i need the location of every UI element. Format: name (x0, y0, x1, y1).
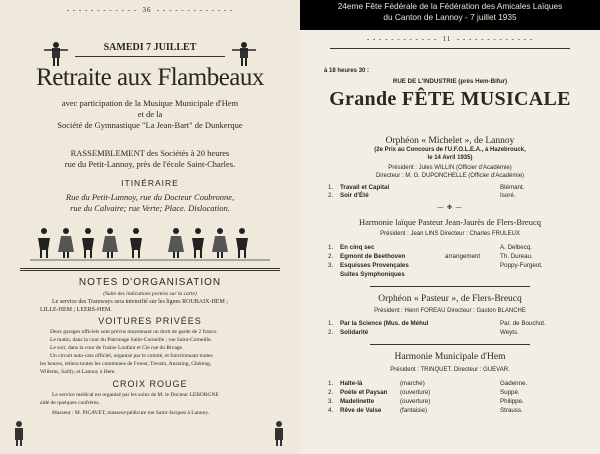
group-1-prize: (2e Prix au Concours de l'U.F.O.L.E.A., à Hazebrouck, (374, 147, 526, 153)
program-title: Egmont de Beethoven (340, 253, 406, 260)
event-title: Retraite aux Flambeaux (36, 64, 264, 91)
cars-line-2: Le matin, dans la cour du Patronage Saint-Corneille ; rue Saint-Corneille. (50, 337, 212, 343)
program-title: Soir d'Été (340, 192, 369, 199)
program-title: Par la Science (Mus. de Méhul (340, 320, 429, 327)
program-number: 1. (328, 380, 334, 387)
program-note: (fantaisie) (400, 407, 428, 414)
event-date: SAMEDI 7 JUILLET (103, 42, 197, 53)
program-number: 1. (328, 320, 334, 327)
concert-title: Grande FÊTE MUSICALE (329, 88, 571, 110)
left-page-number: - - - - - - - - - - - - 36 - - - - - - - - - - - - - (66, 6, 234, 14)
program-note: arrangement (445, 253, 481, 260)
subtitle-line-1: avec participation de la Musique Municipale d'Hem (61, 98, 239, 108)
cars-line-1: Deux garages officiels sont prévus moyennant un droit de garde de 2 francs. (50, 329, 218, 335)
program-title: Madelinette (340, 398, 375, 405)
program-title: Travail et Capital (340, 184, 390, 191)
program-composer: Weyts. (500, 329, 519, 336)
group-1-name: Orphéon « Michelet », de Lannoy (385, 136, 515, 146)
cars-line-5: les heures, reliera toutes les communes de Forest, Tressin, Anstaing, Chéreng, (40, 361, 212, 367)
group-2-staff: Président : Jean LINS Directeur : Charles FRULEUX (380, 231, 520, 237)
cars-line-3: Le soir, dans la cour de l'usine Loufant et Cie rue du Rivage. (50, 345, 184, 351)
program-title: Esquisses Provençales (340, 262, 409, 269)
group-4-name: Harmonie Municipale d'Hem (394, 352, 506, 362)
itinerary-heading: ITINÉRAIRE (121, 178, 179, 188)
program-number: 2. (328, 192, 334, 199)
program-composer: Philippe. (500, 398, 524, 405)
program-composer: Gadenne. (500, 380, 528, 387)
notes-line-1: Le service des Tramways sera intensifié sur les lignes ROUBAIX-HEM ; (52, 299, 228, 305)
cars-line-4: Un circuit auto-cars officiel, organisé par le comité, et fonctionnant toutes (50, 353, 213, 359)
program-number: 1. (328, 244, 334, 251)
program-title: Halte-là (340, 380, 363, 387)
red-cross-heading: CROIX ROUGE (112, 379, 188, 389)
caption-line-2: du Canton de Lannoy - 7 juillet 1935 (383, 12, 517, 22)
program-composer: Th. Dureau. (500, 253, 533, 260)
group-2-name: Harmonie laïque Pasteur Jean-Jaurès de Flers-Breucq (359, 217, 541, 227)
program-composer: Poppy-Furgeot. (500, 262, 543, 269)
gathering-line-1: RASSEMBLEMENT des Sociétés à 20 heures (70, 148, 230, 158)
program-title: Poète et Paysan (340, 389, 388, 396)
program-number: 4. (328, 407, 334, 414)
right-page (300, 0, 600, 454)
caption-banner (300, 0, 600, 30)
group-1-prize-date: le 14 Avril 1935) (427, 155, 473, 161)
notes-heading: NOTES D'ORGANISATION (78, 277, 222, 288)
red-cross-line-3: Masseur : M. PICAVET, masseur-pédicure rue Saint-Jacques à Lannoy. (52, 410, 210, 416)
right-page-number: - - - - - - - - - - - - 11 - - - - - - - - - - - - - (366, 35, 534, 43)
notes-line-2: LILLE-HEM ; LEERS-HEM. (40, 307, 112, 313)
program-title: Rêve de Valse (340, 407, 382, 414)
private-cars-heading: VOITURES PRIVÉES (98, 316, 202, 326)
group-3-name: Orphéon « Pasteur », de Flers-Breucq (378, 294, 522, 304)
program-composer: Par. de Bouchot. (500, 320, 546, 327)
start-time: à 18 heures 30 : (324, 68, 370, 74)
program-title: Suites Symphoniques (340, 271, 405, 278)
program-number: 2. (328, 329, 334, 336)
program-note: (ouverture) (400, 398, 431, 405)
itinerary-line-2: rue du Calvaire; rue Verte; Place. Dislocation. (70, 203, 230, 213)
caption-line-1: 24eme Fête Fédérale de la Fédération des Amicales Laïques (337, 1, 563, 11)
itinerary-line-1: Rue du Petit-Lannoy, rue du Docteur Coubronne, (65, 192, 235, 202)
subtitle-line-3: Société de Gymnastique "La Jean-Bart" de Dunkerque (57, 120, 243, 130)
group-1-president: Président : Jules WILLIN (Officier d'Académie) (388, 165, 512, 171)
program-composer: Blémant. (500, 184, 525, 191)
program-number: 3. (328, 398, 334, 405)
cars-line-6: Willems, Sailly, et Lannoy à Hem. (40, 369, 116, 375)
program-number: 1. (328, 184, 334, 191)
gathering-line-2: rue du Petit-Lannoy, près de l'école Saint-Charles. (64, 159, 236, 169)
separator-ornament: — ✤ — (437, 205, 463, 211)
program-title: En cinq sec (340, 244, 375, 251)
dancers-frieze-illustration (30, 226, 270, 262)
group-4-staff: Président : TRINQUET. Directeur : GUEVAR. (390, 367, 510, 373)
program-number: 2. (328, 253, 334, 260)
red-cross-line-2: aidé de quelques confrères. (40, 400, 100, 406)
subtitle-line-2: et de la (137, 109, 163, 119)
group-1-director: Directeur : M. G. DUPONCHELLE (Officier d'Académie) (375, 173, 525, 179)
program-composer: Suppé. (500, 389, 520, 396)
program-note: (marche) (400, 380, 425, 387)
group-3-staff: Président : Henri FOREAU Directeur : Gaston BLANCHE (374, 308, 526, 314)
program-composer: Isoré. (500, 192, 516, 199)
notes-subheading: (Suite des indications portées sur la carte) (103, 291, 197, 297)
program-title: Solidarité (340, 329, 369, 336)
program-composer: Strauss. (500, 407, 523, 414)
program-note: (ouverture) (400, 389, 431, 396)
program-number: 2. (328, 389, 334, 396)
footer-figures-illustration (12, 418, 288, 448)
program-number: 3. (328, 262, 334, 269)
venue-street: RUE DE L'INDUSTRIE (près Hem-Bifur) (392, 78, 508, 85)
program-composer: A. Delbecq. (500, 244, 532, 251)
red-cross-line-1: Le service médical est organisé par les soins de M. le Docteur LEBORGNE (52, 392, 219, 398)
